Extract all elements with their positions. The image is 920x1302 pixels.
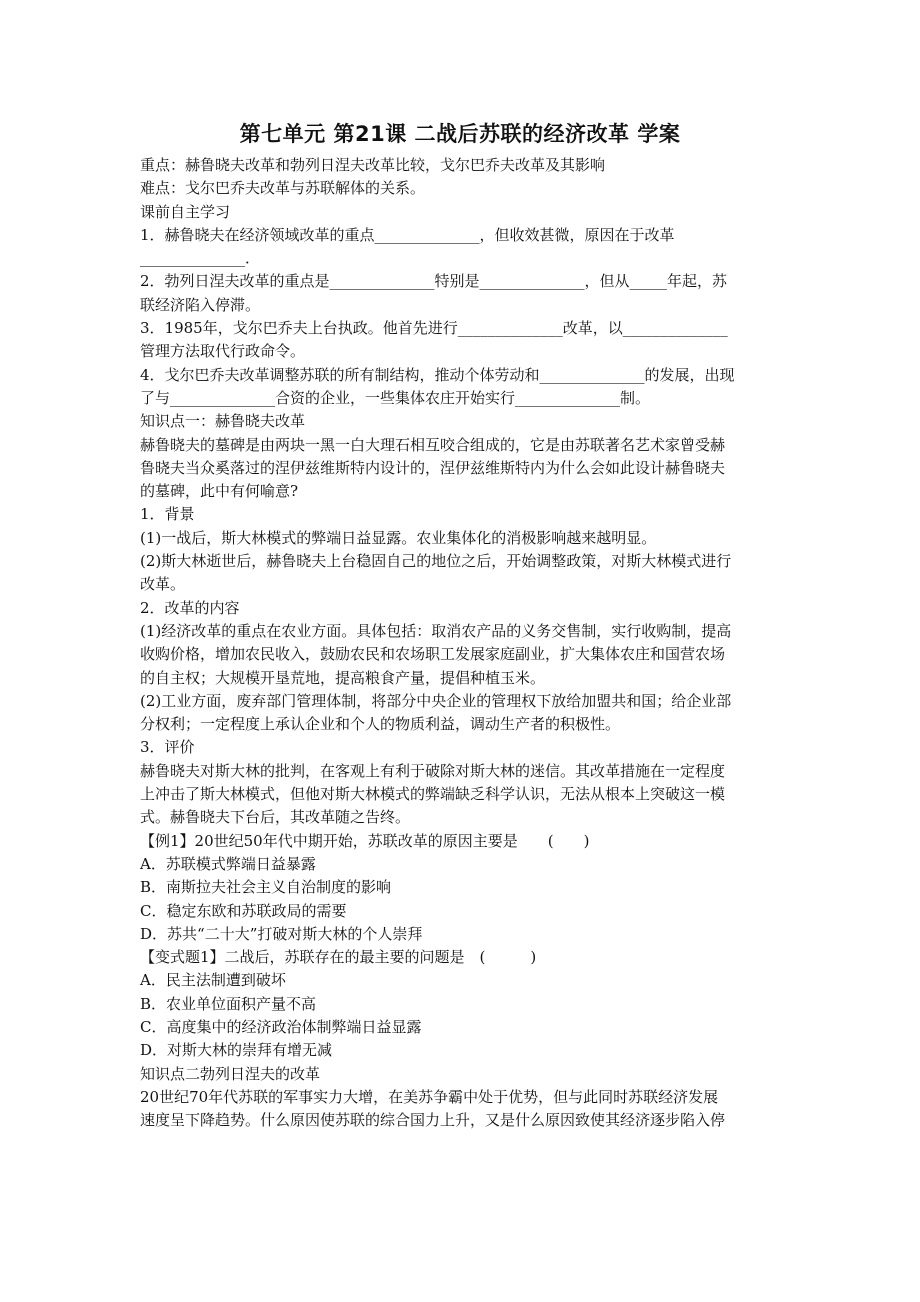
text-line: 的自主权；大规模开垦荒地，提高粮食产量，提倡种植玉米。 (140, 668, 546, 687)
text-line: 上冲击了斯大林模式，但他对斯大林模式的弊端缺乏科学认识，无法从根本上突破这一模 (140, 785, 726, 804)
text-line: 收购价格，增加农民收入，鼓励农民和农场职工发展家庭副业，扩大集体农庄和国营农场 (140, 645, 726, 664)
question-line: 了与______________合资的企业，一些集体农庄开始实行______________制。 (140, 388, 651, 407)
subsection-heading: 2．改革的内容 (140, 598, 240, 617)
option-a: A．民主法制遭到破坏 (140, 971, 286, 990)
question-line: 1．赫鲁晓夫在经济领域改革的重点______________，但收效甚微，原因在于改革 (140, 225, 675, 244)
option-c: C．高度集中的经济政治体制弊端日益显露 (140, 1017, 422, 1036)
text-line: (1)经济改革的重点在农业方面。具体包括：取消农产品的义务交售制，实行收购制，提高 (140, 621, 732, 640)
variant-question: 【变式题1】二战后，苏联存在的最主要的问题是 ( ) (140, 948, 537, 967)
section-heading: 知识点一：赫鲁晓夫改革 (140, 412, 306, 431)
section-heading: 知识点二勃列日涅夫的改革 (140, 1064, 321, 1083)
question-line: 2．勃列日涅夫改革的重点是______________特别是______________，但从_____年起，苏 (140, 272, 728, 291)
text-line: 重点：赫鲁晓夫改革和勃列日涅夫改革比较，戈尔巴乔夫改革及其影响 (140, 156, 606, 174)
option-d: D．对斯大林的崇拜有增无减 (140, 1041, 333, 1060)
question-line: 管理方法取代行政命令。 (140, 342, 306, 361)
question-line: 联经济陷入停滞。 (140, 295, 261, 314)
text-line: (2)工业方面，废弃部门管理体制，将部分中央企业的管理权下放给加盟共和国；给企业部 (140, 691, 732, 710)
text-line: 鲁晓夫当众奚落过的涅伊兹维斯特内设计的，涅伊兹维斯特内为什么会如此设计赫鲁晓夫 (140, 458, 726, 477)
option-b: B．南斯拉夫社会主义自治制度的影响 (140, 878, 392, 897)
text-line: 式。赫鲁晓夫下台后，其改革随之告终。 (140, 808, 411, 827)
option-d: D．苏共“二十大”打破对斯大林的个人崇拜 (140, 924, 423, 943)
subsection-heading: 1．背景 (140, 505, 195, 524)
text-line: 赫鲁晓夫的墓碑是由两块一黑一白大理石相互咬合组成的，它是由苏联著名艺术家曾受赫 (140, 435, 726, 454)
text-line: (1)一战后，斯大林模式的弊端日益显露。农业集体化的消极影响越来越明显。 (140, 528, 657, 547)
text-line: 改革。 (140, 575, 186, 594)
example-question: 【例1】20世纪50年代中期开始，苏联改革的原因主要是 ( ) (140, 831, 590, 850)
text-line: 的墓碑，此中有何喻意? (140, 482, 299, 501)
option-c: C．稳定东欧和苏联政局的需要 (140, 901, 347, 920)
text-line: 赫鲁晓夫对斯大林的批判，在客观上有利于破除对斯大林的迷信。其改革措施在一定程度 (140, 761, 726, 780)
question-line: ______________． (140, 249, 261, 268)
section-heading: 课前自主学习 (140, 202, 231, 221)
text-line: (2)斯大林逝世后，赫鲁晓夫上台稳固自己的地位之后，开始调整政策，对斯大林模式进行 (140, 552, 732, 571)
text-line: 20世纪70年代苏联的军事实力大增，在美苏争霸中处于优势，但与此同时苏联经济发展 (140, 1087, 719, 1106)
text-line: 速度呈下降趋势。什么原因使苏联的综合国力上升，又是什么原因致使其经济逐步陷入停 (140, 1111, 726, 1130)
question-line: 3．1985年，戈尔巴乔夫上台执政。他首先进行______________改革，以______________ (140, 319, 728, 338)
text-line: 难点：戈尔巴乔夫改革与苏联解体的关系。 (140, 179, 426, 198)
text-line: 分权利；一定程度上承认企业和个人的物质利益，调动生产者的积极性。 (140, 715, 621, 734)
option-b: B．农业单位面积产量不高 (140, 994, 317, 1013)
question-line: 4．戈尔巴乔夫改革调整苏联的所有制结构，推动个体劳动和______________的发展，出现 (140, 365, 735, 384)
document-body (140, 154, 780, 1132)
option-a: A．苏联模式弊端日益暴露 (140, 854, 316, 873)
subsection-heading: 3．评价 (140, 738, 195, 757)
document-title: 第七单元 第21课 二战后苏联的经济改革 学案 (239, 122, 681, 146)
